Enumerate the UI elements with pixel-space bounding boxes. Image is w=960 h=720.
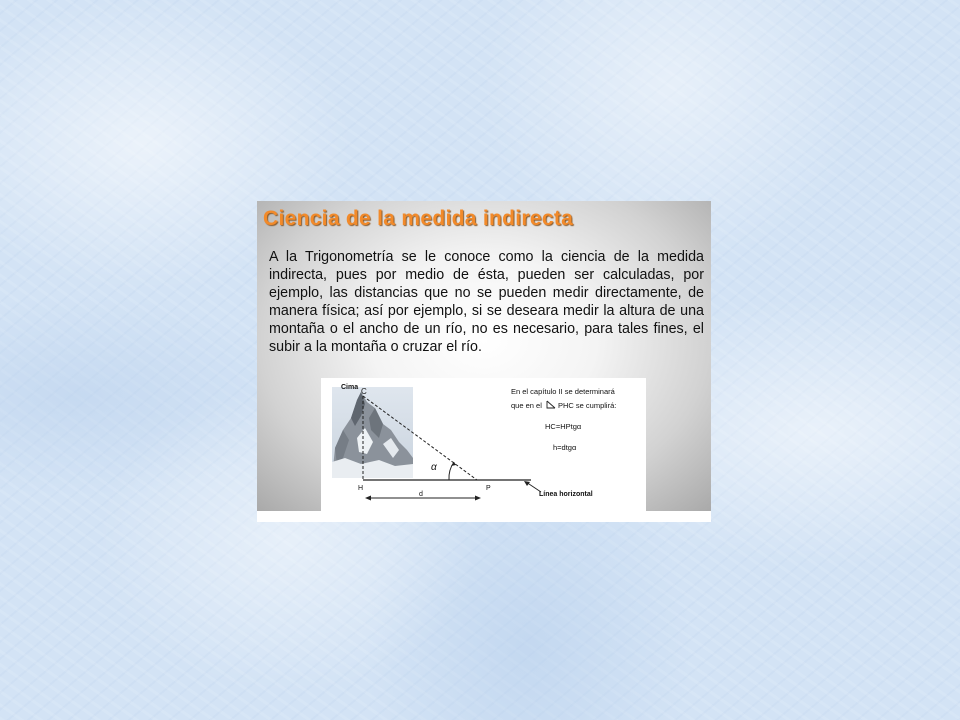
label-d: d <box>419 491 423 498</box>
arrow-right-icon <box>475 496 481 501</box>
mountain-photo <box>332 387 413 478</box>
trigonometry-figure <box>321 378 646 511</box>
slide-body-text: A la Trigonometría se le conoce como la ciencia de la medida indirecta, pues por medio de ésta, pueden ser calculadas, por ejemplo, las distancias que no se pueden medir directamente, de manera física; así por ejemplo, si se deseara medir la altura de una montaña o el ancho de un río, no es necesario, para tales fines, el subir a la montaña o cruzar el río. <box>269 249 704 355</box>
note-line-2-suffix: PHC se cumplirá: <box>558 401 617 410</box>
label-h: H <box>358 485 364 492</box>
label-cima: Cima <box>341 384 359 391</box>
slide-title: Ciencia de la medida indirecta <box>263 207 574 230</box>
pointer-arrow-icon <box>524 481 530 486</box>
label-linea-horizontal: Línea horizontal <box>539 491 593 498</box>
triangle-diagram <box>321 378 646 511</box>
note-line-2-prefix: que en el <box>511 401 542 410</box>
formula-2: h=dtgα <box>553 443 577 452</box>
slide <box>257 201 711 522</box>
label-alpha: α <box>431 462 437 473</box>
arrow-left-icon <box>365 496 371 501</box>
label-c: C <box>361 387 367 396</box>
note-line-1: En el capítulo II se determinará <box>511 387 615 396</box>
right-triangle-icon <box>547 401 555 408</box>
formula-1: HC=HPtgα <box>545 422 582 431</box>
label-p: P <box>486 485 491 492</box>
